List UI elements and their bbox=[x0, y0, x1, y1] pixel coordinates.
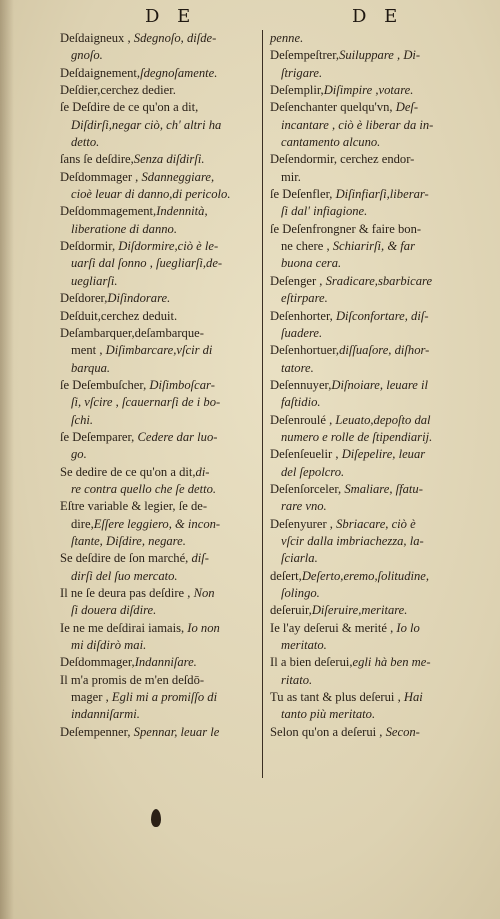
italian-gloss: penne. bbox=[270, 31, 304, 45]
italian-gloss: ſuadere. bbox=[281, 325, 323, 340]
dictionary-line bbox=[270, 342, 482, 359]
dictionary-line bbox=[270, 221, 482, 238]
dictionary-line bbox=[270, 117, 482, 134]
dictionary-line bbox=[270, 689, 482, 706]
italian-gloss: Diſconfortare, diſ- bbox=[335, 308, 429, 323]
dictionary-line bbox=[270, 255, 482, 272]
line-text bbox=[60, 481, 260, 498]
line-text bbox=[60, 620, 260, 637]
line-text bbox=[60, 672, 260, 689]
french-headword: ſe Deſdire de ce qu'on a dit, bbox=[60, 100, 199, 115]
french-headword: Deſempeſtrer, bbox=[270, 48, 340, 63]
line-text bbox=[60, 550, 260, 567]
dictionary-line bbox=[270, 308, 482, 325]
dictionary-line bbox=[270, 672, 482, 689]
french-headword: Deſenſeuelir , bbox=[270, 447, 342, 462]
dictionary-line bbox=[270, 654, 482, 671]
french-headword: Deſennuyer, bbox=[270, 377, 332, 392]
dictionary-line bbox=[270, 620, 482, 637]
french-headword: Deſemplir, bbox=[270, 83, 324, 98]
french-headword: Deſenroulé , bbox=[270, 412, 336, 427]
dictionary-line bbox=[60, 533, 260, 550]
line-text bbox=[270, 706, 482, 723]
french-headword: ſe Deſenfler, bbox=[270, 187, 336, 202]
italian-gloss: Sbriacare, ciò è bbox=[336, 516, 416, 531]
line-text bbox=[60, 602, 260, 619]
line-text bbox=[270, 637, 482, 654]
line-text bbox=[270, 672, 482, 689]
line-text bbox=[270, 429, 482, 446]
italian-gloss: Sdegnoſo, diſde- bbox=[133, 31, 217, 45]
italian-gloss: ſtrigare. bbox=[281, 65, 323, 80]
dictionary-line bbox=[270, 65, 482, 82]
dictionary-line bbox=[270, 412, 482, 429]
dictionary-line bbox=[60, 377, 260, 394]
dictionary-line bbox=[270, 30, 482, 47]
line-text bbox=[60, 134, 260, 151]
italian-gloss: Smaliare, ſfatu- bbox=[344, 481, 423, 496]
french-headword: Il m'a promis de m'en deſdō- bbox=[60, 672, 205, 687]
italian-gloss: Diſepelire, leuar bbox=[341, 447, 426, 462]
french-headword: Deſduit,cerchez deduit. bbox=[60, 308, 178, 323]
french-headword: Selon qu'on a deſerui , bbox=[270, 724, 386, 739]
italian-gloss: Egli mi a promiſſo di bbox=[111, 690, 218, 705]
dictionary-line bbox=[60, 516, 260, 533]
line-text bbox=[270, 394, 482, 411]
dictionary-line bbox=[60, 325, 260, 342]
italian-gloss: Hai bbox=[403, 690, 423, 705]
line-text bbox=[270, 620, 482, 637]
french-headword: ment , bbox=[71, 343, 106, 358]
french-headword: Deſambarquer,deſambarque- bbox=[60, 325, 204, 340]
dictionary-line bbox=[60, 550, 260, 567]
french-headword: Deſendormir, cerchez endor- bbox=[270, 152, 415, 167]
line-text bbox=[270, 516, 482, 533]
line-text bbox=[60, 394, 260, 411]
italian-gloss: detto. bbox=[71, 135, 100, 150]
italian-gloss: Cedere dar luo- bbox=[137, 429, 218, 444]
dictionary-line bbox=[60, 637, 260, 654]
italian-gloss: ſolingo. bbox=[281, 586, 320, 600]
line-text bbox=[60, 99, 260, 116]
french-headword: ſans ſe deſdire, bbox=[60, 152, 134, 167]
french-headword: mager , bbox=[71, 690, 112, 705]
italian-gloss: Diſimpire ,votare. bbox=[323, 83, 414, 98]
dictionary-line bbox=[60, 134, 260, 151]
printer-ornament-icon bbox=[151, 809, 161, 827]
line-text bbox=[270, 203, 482, 220]
french-headword: Il ne ſe deura pas deſdire , bbox=[60, 586, 194, 600]
line-text bbox=[60, 186, 260, 203]
line-text bbox=[60, 65, 260, 82]
line-text bbox=[60, 342, 260, 359]
dictionary-line bbox=[270, 637, 482, 654]
dictionary-line bbox=[60, 394, 260, 411]
dictionary-line bbox=[270, 429, 482, 446]
italian-gloss: Schiarirſi, & far bbox=[332, 239, 415, 254]
line-text bbox=[60, 585, 260, 602]
dictionary-line bbox=[60, 255, 260, 272]
dictionary-line bbox=[270, 706, 482, 723]
dictionary-line bbox=[60, 203, 260, 220]
italian-gloss: Diſinfiarſi,liberar- bbox=[335, 187, 429, 202]
italian-gloss: ſi douera diſdire. bbox=[71, 603, 157, 618]
line-text bbox=[60, 498, 260, 515]
french-headword: Eſtre variable & legier, ſe de- bbox=[60, 499, 208, 514]
line-text bbox=[270, 550, 482, 567]
italian-gloss: Secon- bbox=[385, 724, 420, 739]
italian-gloss: Diſindorare. bbox=[107, 291, 171, 306]
dictionary-line bbox=[60, 724, 260, 741]
italian-gloss: diſ- bbox=[191, 551, 209, 566]
dictionary-line bbox=[270, 47, 482, 64]
line-text bbox=[270, 377, 482, 394]
dictionary-line bbox=[270, 724, 482, 741]
dictionary-line bbox=[60, 568, 260, 585]
dictionary-line bbox=[60, 65, 260, 82]
italian-gloss: Diſnoiare, leuare il bbox=[331, 377, 429, 392]
line-text bbox=[60, 706, 260, 723]
line-text bbox=[60, 429, 260, 446]
dictionary-line bbox=[60, 654, 260, 671]
french-headword: Ie l'ay deſerui & merité , bbox=[270, 620, 397, 635]
line-text bbox=[60, 30, 260, 47]
italian-gloss: di- bbox=[195, 464, 210, 479]
line-text bbox=[270, 412, 482, 429]
dictionary-line bbox=[60, 602, 260, 619]
french-headword: Il a bien deſerui, bbox=[270, 655, 353, 670]
french-headword: Deſempenner, bbox=[60, 724, 134, 739]
italian-gloss: Suiluppare , Di- bbox=[339, 48, 421, 63]
italian-gloss: Io lo bbox=[396, 620, 420, 635]
dictionary-line bbox=[60, 169, 260, 186]
dictionary-line bbox=[270, 516, 482, 533]
italian-gloss: Indennità, bbox=[156, 204, 208, 219]
italian-gloss: Eſſere leggiero, & incon- bbox=[93, 516, 221, 531]
line-text bbox=[60, 169, 260, 186]
line-text bbox=[270, 290, 482, 307]
line-text bbox=[270, 221, 482, 238]
italian-gloss: Diſimbarcare,vſcir di bbox=[105, 343, 213, 358]
dictionary-line bbox=[270, 533, 482, 550]
italian-gloss: ſciarla. bbox=[281, 551, 318, 566]
dictionary-line bbox=[60, 706, 260, 723]
line-text bbox=[60, 117, 260, 134]
dictionary-line bbox=[270, 273, 482, 290]
dictionary-line bbox=[60, 30, 260, 47]
french-headword: mir. bbox=[281, 169, 301, 184]
line-text bbox=[270, 498, 482, 515]
italian-gloss: liberatione di danno. bbox=[71, 221, 177, 236]
italian-gloss: Non bbox=[193, 586, 215, 600]
french-headword: ſe Deſembuſcher, bbox=[60, 377, 150, 392]
french-headword: Deſenchanter quelqu'vn, bbox=[270, 100, 396, 115]
dictionary-line bbox=[60, 47, 260, 64]
italian-gloss: ſchi. bbox=[71, 412, 94, 427]
line-text bbox=[60, 203, 260, 220]
italian-gloss: barqua. bbox=[71, 360, 111, 375]
italian-gloss: tatore. bbox=[281, 360, 314, 375]
dictionary-line bbox=[60, 412, 260, 429]
italian-gloss: vſcir dalla imbriachezza, la- bbox=[281, 533, 424, 548]
line-text bbox=[60, 325, 260, 342]
italian-gloss: dirſi del ſuo mercato. bbox=[71, 568, 178, 583]
line-text bbox=[60, 221, 260, 238]
dictionary-line bbox=[270, 325, 482, 342]
dictionary-line bbox=[270, 169, 482, 186]
dictionary-line bbox=[270, 602, 482, 619]
italian-gloss: ſi dal' infiagione. bbox=[281, 204, 368, 219]
italian-gloss: uegliarſi. bbox=[71, 273, 118, 288]
italian-gloss: Sdanneggiare, bbox=[141, 169, 215, 184]
dictionary-line bbox=[60, 151, 260, 168]
line-text bbox=[270, 47, 482, 64]
italian-gloss: Leuato,depoſto dal bbox=[335, 412, 431, 427]
french-headword: Deſdorer, bbox=[60, 291, 108, 306]
dictionary-line bbox=[60, 117, 260, 134]
line-text bbox=[270, 255, 482, 272]
italian-gloss: Senza diſdirſi. bbox=[133, 152, 205, 167]
italian-gloss: gnoſo. bbox=[71, 48, 103, 63]
dictionary-line bbox=[60, 689, 260, 706]
french-headword: Deſdaigneux , bbox=[60, 31, 134, 45]
italian-gloss: re contra quello che ſe detto. bbox=[71, 481, 217, 496]
line-text bbox=[60, 724, 260, 741]
french-headword: Deſdommager , bbox=[60, 169, 142, 184]
line-text bbox=[60, 377, 260, 394]
dictionary-line bbox=[60, 99, 260, 116]
header-right: D E bbox=[352, 6, 404, 27]
italian-gloss: numero e rolle de ſtipendiarij. bbox=[281, 429, 433, 444]
line-text bbox=[60, 47, 260, 64]
french-headword: dire, bbox=[71, 516, 94, 531]
dictionary-line bbox=[60, 446, 260, 463]
line-text bbox=[60, 82, 260, 99]
dictionary-line bbox=[270, 446, 482, 463]
line-text bbox=[270, 724, 482, 741]
line-text bbox=[270, 654, 482, 671]
binding-shadow bbox=[0, 0, 14, 919]
line-text bbox=[270, 689, 482, 706]
italian-gloss: Diſeruire,meritare. bbox=[311, 603, 408, 618]
french-headword: Deſdier,cerchez dedier. bbox=[60, 83, 176, 98]
italian-gloss: indanniſarmi. bbox=[71, 707, 140, 722]
dictionary-line bbox=[270, 134, 482, 151]
line-text bbox=[60, 533, 260, 550]
french-headword: Deſenſorceler, bbox=[270, 481, 345, 496]
italian-gloss: rare vno. bbox=[281, 499, 327, 514]
french-headword: ſe Deſenfrongner & faire bon- bbox=[270, 221, 422, 236]
italian-gloss: ſi, vſcire , ſcauernarſi de i bo- bbox=[71, 395, 221, 410]
dictionary-line bbox=[270, 203, 482, 220]
italian-gloss: ritato. bbox=[281, 672, 313, 687]
italian-gloss: buona cera. bbox=[281, 256, 342, 271]
line-text bbox=[270, 585, 482, 602]
line-text bbox=[270, 186, 482, 203]
italian-gloss: Deſ- bbox=[395, 100, 419, 115]
italian-gloss: eſtirpare. bbox=[281, 291, 328, 306]
line-text bbox=[270, 30, 482, 47]
line-text bbox=[60, 568, 260, 585]
dictionary-line bbox=[270, 238, 482, 255]
dictionary-line bbox=[60, 620, 260, 637]
dictionary-line bbox=[60, 585, 260, 602]
dictionary-line bbox=[60, 672, 260, 689]
dictionary-line bbox=[270, 464, 482, 481]
italian-gloss: Indanniſare. bbox=[134, 655, 197, 670]
line-text bbox=[270, 568, 482, 585]
french-headword: Tu as tant & plus deſerui , bbox=[270, 690, 404, 705]
left-column bbox=[60, 30, 260, 741]
italian-gloss: ſdegnoſamente. bbox=[140, 65, 218, 80]
line-text bbox=[60, 238, 260, 255]
dictionary-line bbox=[60, 308, 260, 325]
italian-gloss: Diſdirſi,negar ciò, ch' altri ha bbox=[71, 117, 222, 132]
header-left: D E bbox=[145, 6, 197, 27]
italian-gloss: uarſi dal ſonno , ſuegliarſi,de- bbox=[71, 256, 223, 271]
line-text bbox=[60, 654, 260, 671]
line-text bbox=[270, 481, 482, 498]
italian-gloss: faſtidio. bbox=[281, 395, 321, 410]
dictionary-line bbox=[60, 273, 260, 290]
french-headword: Se dedire de ce qu'on a dit, bbox=[60, 464, 196, 479]
dictionary-line bbox=[270, 550, 482, 567]
dictionary-line bbox=[60, 429, 260, 446]
line-text bbox=[60, 412, 260, 429]
dictionary-line bbox=[60, 186, 260, 203]
line-text bbox=[60, 151, 260, 168]
dictionary-line bbox=[60, 238, 260, 255]
dictionary-line bbox=[270, 290, 482, 307]
italian-gloss: meritato. bbox=[281, 638, 327, 653]
italian-gloss: del ſepolcro. bbox=[281, 464, 345, 479]
dictionary-line bbox=[60, 221, 260, 238]
italian-gloss: diſſuaſore, diſhor- bbox=[339, 343, 430, 358]
line-text bbox=[270, 533, 482, 550]
line-text bbox=[270, 464, 482, 481]
dictionary-line bbox=[270, 585, 482, 602]
dictionary-line bbox=[270, 498, 482, 515]
dictionary-line bbox=[270, 394, 482, 411]
line-text bbox=[60, 637, 260, 654]
line-text bbox=[270, 99, 482, 116]
italian-gloss: Diſimboſcar- bbox=[149, 377, 215, 392]
line-text bbox=[60, 255, 260, 272]
italian-gloss: cantamento alcuno. bbox=[281, 135, 381, 150]
line-text bbox=[270, 151, 482, 168]
line-text bbox=[60, 689, 260, 706]
italian-gloss: egli hà ben me- bbox=[352, 655, 431, 670]
dictionary-line bbox=[60, 360, 260, 377]
french-headword: Deſdommagement, bbox=[60, 204, 157, 219]
italian-gloss: tanto più meritato. bbox=[281, 707, 376, 722]
italian-gloss: Deſerto,eremo,ſolitudine, bbox=[301, 568, 430, 583]
italian-gloss: Spennar, leuar le bbox=[133, 724, 220, 739]
line-text bbox=[60, 464, 260, 481]
line-text bbox=[270, 273, 482, 290]
line-text bbox=[270, 117, 482, 134]
line-text bbox=[270, 360, 482, 377]
line-text bbox=[270, 65, 482, 82]
french-headword: deſert, bbox=[270, 568, 302, 583]
dictionary-line bbox=[60, 82, 260, 99]
italian-gloss: cioè leuar di danno,di pericolo. bbox=[71, 187, 231, 202]
dictionary-line bbox=[270, 360, 482, 377]
line-text bbox=[270, 82, 482, 99]
dictionary-line bbox=[60, 290, 260, 307]
french-headword: Deſenhorter, bbox=[270, 308, 336, 323]
dictionary-line bbox=[270, 186, 482, 203]
line-text bbox=[270, 602, 482, 619]
italian-gloss: Sradicare,sbarbicare bbox=[325, 273, 433, 288]
line-text bbox=[60, 290, 260, 307]
dictionary-line bbox=[60, 498, 260, 515]
italian-gloss: go. bbox=[71, 447, 87, 462]
french-headword: Deſdormir, bbox=[60, 239, 119, 254]
french-headword: Deſdaignement, bbox=[60, 65, 141, 80]
dictionary-line bbox=[270, 82, 482, 99]
french-headword: Deſdommager, bbox=[60, 655, 135, 670]
italian-gloss: mi diſdirò mai. bbox=[71, 638, 147, 653]
line-text bbox=[270, 325, 482, 342]
italian-gloss: incantare , ciò è liberar da in- bbox=[281, 117, 434, 132]
dictionary-line bbox=[60, 342, 260, 359]
french-headword: ſe Deſemparer, bbox=[60, 429, 138, 444]
dictionary-line bbox=[270, 481, 482, 498]
line-text bbox=[60, 446, 260, 463]
line-text bbox=[60, 516, 260, 533]
line-text bbox=[270, 342, 482, 359]
italian-gloss: Io non bbox=[187, 620, 220, 635]
french-headword: Se deſdire de ſon marché, bbox=[60, 551, 192, 566]
dictionary-line bbox=[60, 464, 260, 481]
right-column bbox=[270, 30, 482, 741]
french-headword: deſeruir, bbox=[270, 603, 312, 618]
line-text bbox=[270, 446, 482, 463]
italian-gloss: ſtante, Diſdire, negare. bbox=[71, 533, 186, 548]
line-text bbox=[270, 238, 482, 255]
dictionary-line bbox=[270, 99, 482, 116]
dictionary-line bbox=[60, 481, 260, 498]
line-text bbox=[270, 308, 482, 325]
line-text bbox=[60, 273, 260, 290]
line-text bbox=[270, 134, 482, 151]
french-headword: Deſenhortuer, bbox=[270, 343, 340, 358]
italian-gloss: Diſdormire,ciò è le- bbox=[118, 239, 219, 254]
dictionary-line bbox=[270, 151, 482, 168]
line-text bbox=[60, 308, 260, 325]
column-divider bbox=[262, 30, 263, 778]
running-header bbox=[0, 6, 500, 32]
french-headword: Ie ne me deſdirai iamais, bbox=[60, 620, 188, 635]
french-headword: ne chere , bbox=[281, 239, 333, 254]
line-text bbox=[270, 169, 482, 186]
french-headword: Deſenyurer , bbox=[270, 516, 337, 531]
dictionary-line bbox=[270, 568, 482, 585]
line-text bbox=[60, 360, 260, 377]
dictionary-line bbox=[270, 377, 482, 394]
french-headword: Deſenger , bbox=[270, 273, 326, 288]
